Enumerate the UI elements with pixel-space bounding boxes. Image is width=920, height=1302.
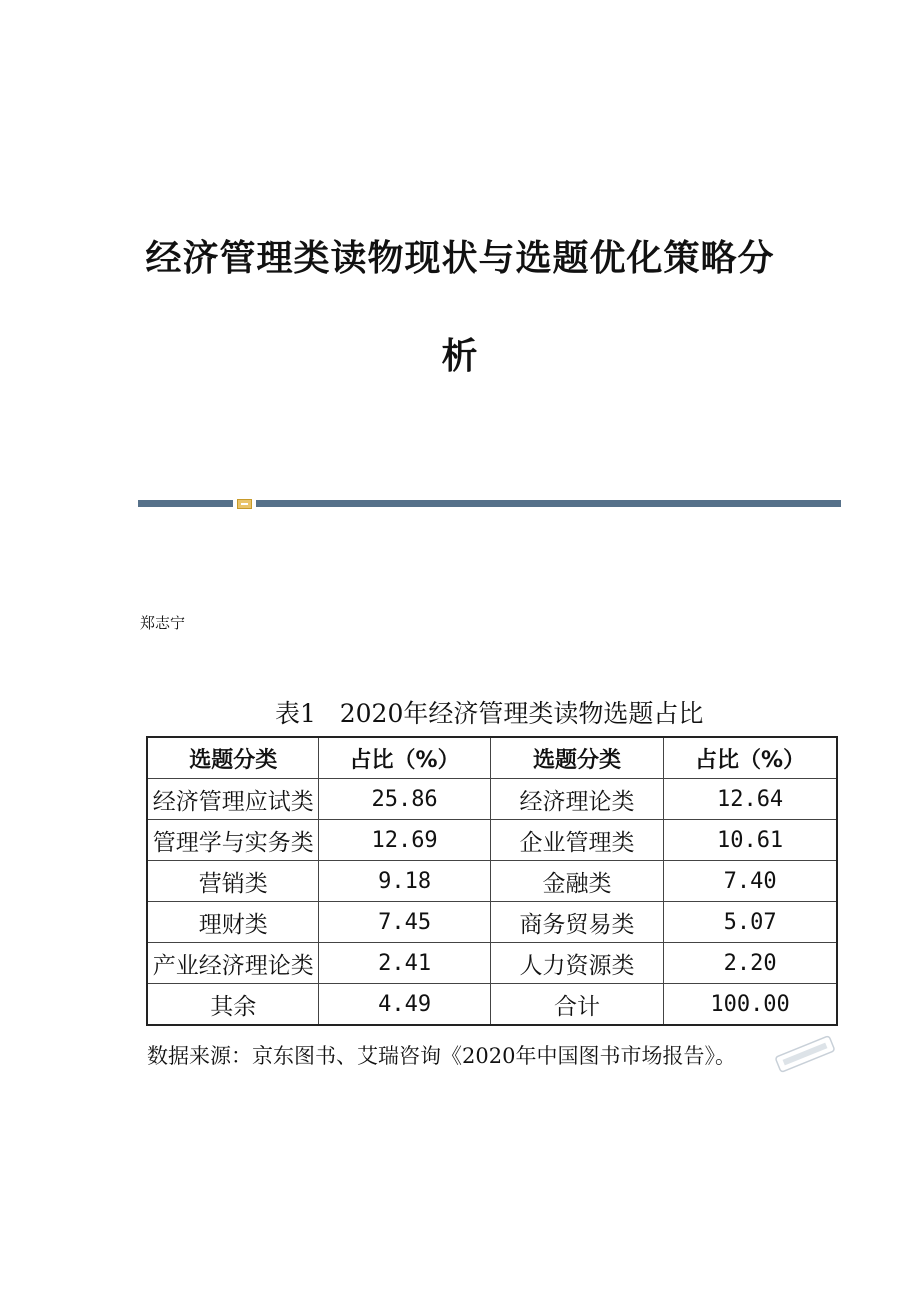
- table-caption: 表1 2020年经济管理类读物选题占比: [275, 699, 704, 728]
- title-divider: [138, 499, 841, 508]
- category-cell: 金融类: [490, 861, 663, 902]
- table-row: [147, 943, 837, 984]
- header-category-left: 选题分类: [147, 737, 319, 779]
- header-share-left: 占比（%）: [319, 737, 490, 779]
- share-cell: 10.61: [664, 820, 837, 861]
- category-cell: 产业经济理论类: [147, 943, 319, 984]
- share-cell: 7.45: [319, 902, 490, 943]
- share-cell: 2.20: [664, 943, 837, 984]
- category-cell: 企业管理类: [490, 820, 663, 861]
- category-cell: 营销类: [147, 861, 319, 902]
- category-cell: 合计: [490, 984, 663, 1026]
- table-row: [147, 779, 837, 820]
- data-source-note: 数据来源：京东图书、艾瑞咨询《2020年中国图书市场报告》。: [147, 1044, 736, 1068]
- category-cell: 经济理论类: [490, 779, 663, 820]
- share-cell: 7.40: [664, 861, 837, 902]
- table-header-row: [147, 737, 837, 779]
- category-cell: 理财类: [147, 902, 319, 943]
- document-title-line-1: 经济管理类读物现状与选题优化策略分: [145, 238, 775, 279]
- divider-bar-left: [138, 500, 233, 507]
- author-name: 郑志宁: [140, 614, 186, 632]
- watermark-stamp-icon: [771, 1029, 839, 1078]
- divider-bar-right: [256, 500, 841, 507]
- category-cell: 其余: [147, 984, 319, 1026]
- share-cell: 4.49: [319, 984, 490, 1026]
- table-row: [147, 984, 837, 1026]
- share-cell: 25.86: [319, 779, 490, 820]
- category-cell: 人力资源类: [490, 943, 663, 984]
- topic-share-table: [146, 736, 838, 1026]
- category-cell: 管理学与实务类: [147, 820, 319, 861]
- header-share-right: 占比（%）: [664, 737, 837, 779]
- share-cell: 12.64: [664, 779, 837, 820]
- share-cell: 5.07: [664, 902, 837, 943]
- table-row: [147, 820, 837, 861]
- table-row: [147, 902, 837, 943]
- header-category-right: 选题分类: [490, 737, 663, 779]
- share-cell: 9.18: [319, 861, 490, 902]
- table-row: [147, 861, 837, 902]
- share-cell: 2.41: [319, 943, 490, 984]
- category-cell: 商务贸易类: [490, 902, 663, 943]
- category-cell: 经济管理应试类: [147, 779, 319, 820]
- share-cell: 12.69: [319, 820, 490, 861]
- total-cell: 100.00: [664, 984, 837, 1026]
- document-title-line-2: 析: [441, 336, 479, 377]
- document-badge-icon: [237, 499, 252, 509]
